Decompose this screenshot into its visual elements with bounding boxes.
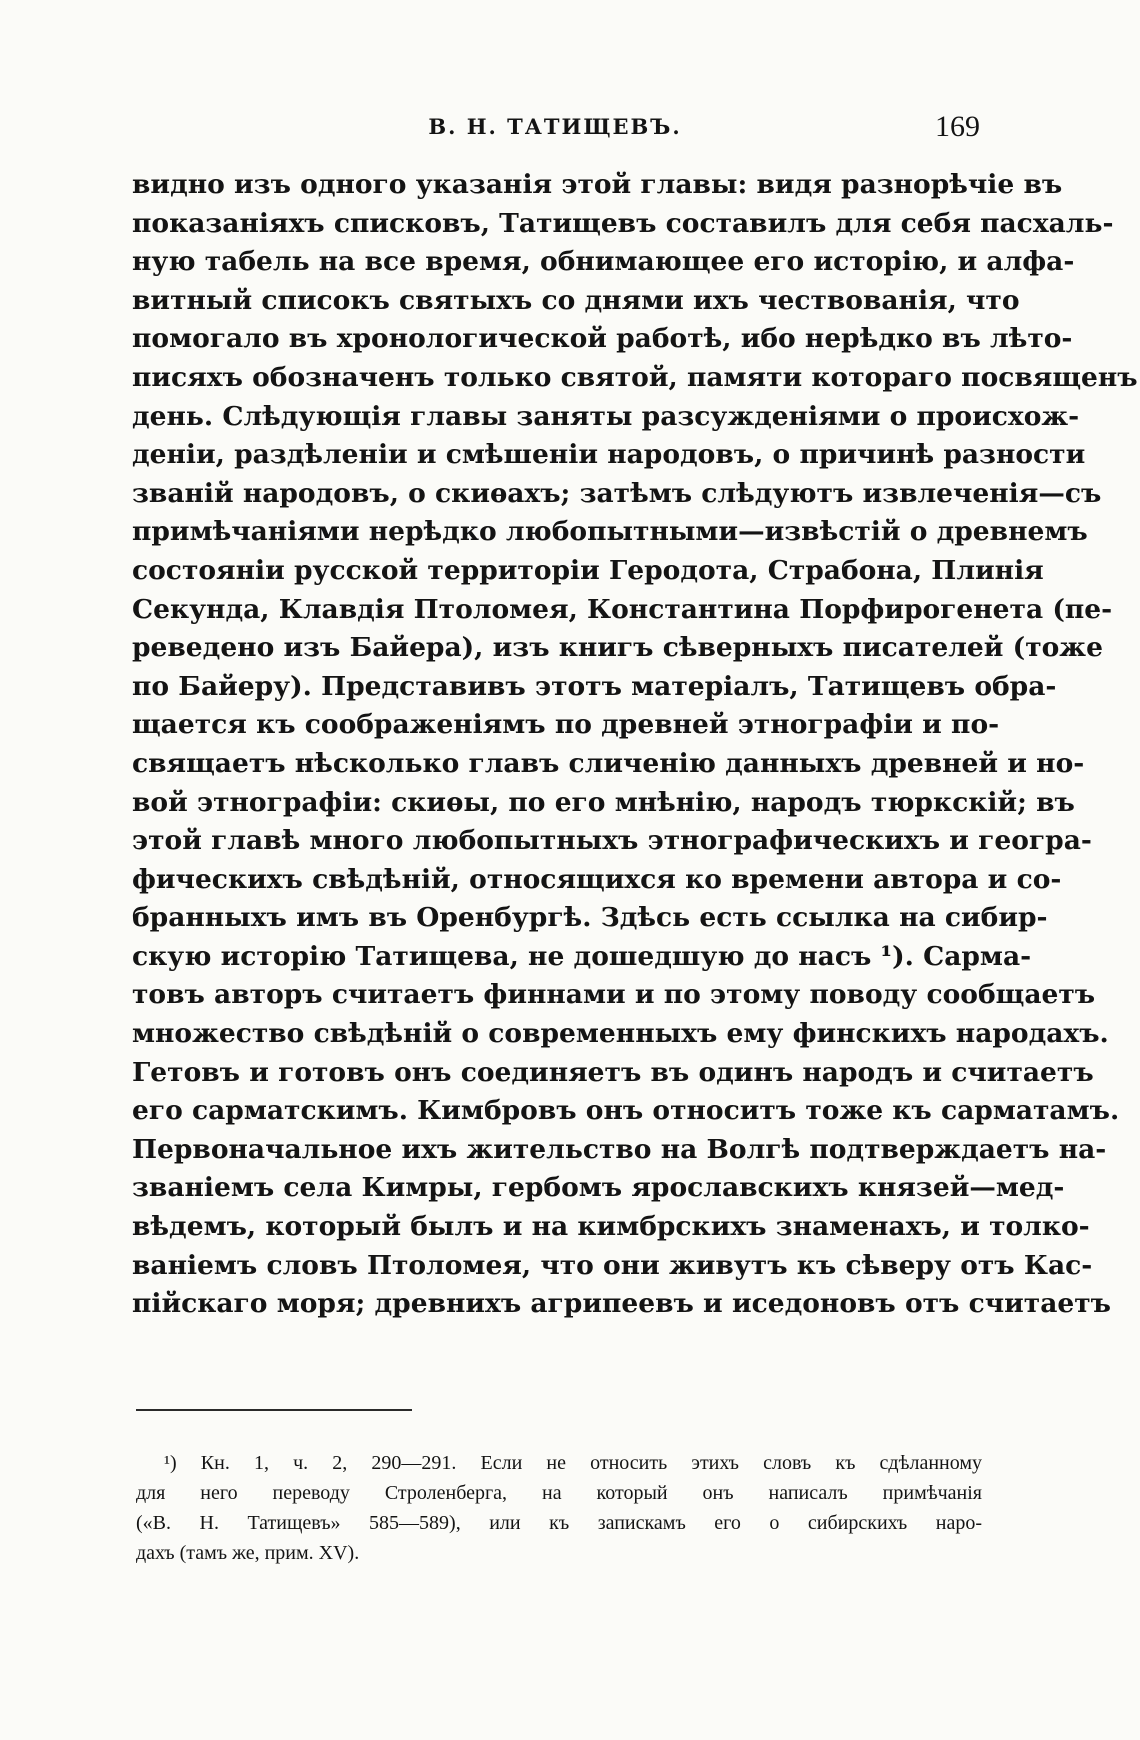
footnote-line: для него переводу Строленберга, на который онъ написалъ примѣчанія [136,1482,982,1504]
text-line: этой главѣ много любопытныхъ этнографическихъ и геогра- [132,825,1092,857]
text-line: званій народовъ, о скиѳахъ; затѣмъ слѣдуютъ извлеченія—съ [132,477,1102,509]
text-line: множество свѣдѣній о современныхъ ему финскихъ народахъ. [132,1018,1109,1050]
footnote-line: дахъ (тамъ же, прим. XV). [136,1542,360,1564]
text-line: ваніемъ словъ Птоломея, что они живутъ къ сѣверу отъ Кас- [132,1249,1093,1281]
text-line: Гетовъ и готовъ онъ соединяетъ въ одинъ народъ и считаетъ [132,1056,1094,1088]
text-line: помогало въ хронологической работѣ, ибо нерѣдко въ лѣто- [132,323,1073,355]
text-line: показаніяхъ списковъ, Татищевъ составилъ для себя пасхаль- [132,207,1114,239]
text-line: деніи, раздѣленіи и смѣшеніи народовъ, о причинѣ разности [132,439,1086,471]
running-head-title: В. Н. ТАТИЩЕВЪ. [428,114,682,139]
text-line: пійскаго моря; древнихъ агрипеевъ и иседоновъ отъ считаетъ [132,1288,1111,1320]
main-text [132,166,1138,1324]
text-line: товъ авторъ считаетъ финнами и по этому поводу сообщаетъ [132,979,1096,1011]
text-line: по Байеру). Представивъ этотъ матеріалъ, Татищевъ обра- [132,670,1057,702]
footnote-divider [136,1409,412,1411]
text-line: вѣдемъ, который былъ и на кимбрскихъ знаменахъ, и толко- [132,1211,1090,1243]
running-header [130,110,980,150]
text-line: бранныхъ имъ въ Оренбургѣ. Здѣсь есть ссылка на сибир- [132,902,1048,934]
text-line: видно изъ одного указанія этой главы: видя разнорѣчіе въ [132,169,1063,200]
footnotes [136,1448,982,1568]
text-line: Секунда, Клавдія Птоломея, Константина Порфирогенета (пе- [132,593,1113,625]
text-line: реведено изъ Байера), изъ книгъ сѣверныхъ писателей (тоже [132,632,1103,664]
text-line: скую исторію Татищева, не дошедшую до насъ ¹). Сарма- [132,940,1032,972]
text-line: щается къ соображеніямъ по древней этнографіи и по- [132,709,1000,741]
text-line: витный списокъ святыхъ со днями ихъ чествованія, что [132,284,1020,316]
page-number: 169 [935,110,980,143]
text-line: свящаетъ нѣсколько главъ сличенію данныхъ древней и но- [132,747,1085,779]
text-line: день. Слѣдующія главы заняты разсужденіями о происхож- [132,400,1080,432]
text-line: фическихъ свѣдѣній, относящихся ко времени автора и со- [132,863,1062,895]
text-line: примѣчаніями нерѣдко любопытными—извѣстій о древнемъ [132,516,1088,548]
text-line: его сарматскимъ. Кимбровъ онъ относитъ тоже къ сарматамъ. [132,1095,1120,1127]
text-line: состояніи русской территоріи Геродота, Страбона, Плинія [132,554,1044,586]
text-line: вой этнографіи: скиѳы, по его мнѣнію, народъ тюркскій; въ [132,786,1075,818]
text-line: Первоначальное ихъ жительство на Волгѣ подтверждаетъ на- [132,1133,1107,1165]
footnote-line: ¹) Кн. 1, ч. 2, 290—291. Если не относить этихъ словъ къ сдѣланному [164,1452,982,1474]
text-line: званіемъ села Кимры, гербомъ ярославскихъ князей—мед- [132,1172,1065,1204]
text-line: ную табель на все время, обнимающее его исторію, и алфа- [132,246,1075,278]
text-line: писяхъ обозначенъ только святой, памяти котораго посвященъ [132,361,1138,393]
footnote-line: («В. Н. Татищевъ» 585—589), или къ запискамъ его о сибирскихъ наро- [136,1512,982,1534]
